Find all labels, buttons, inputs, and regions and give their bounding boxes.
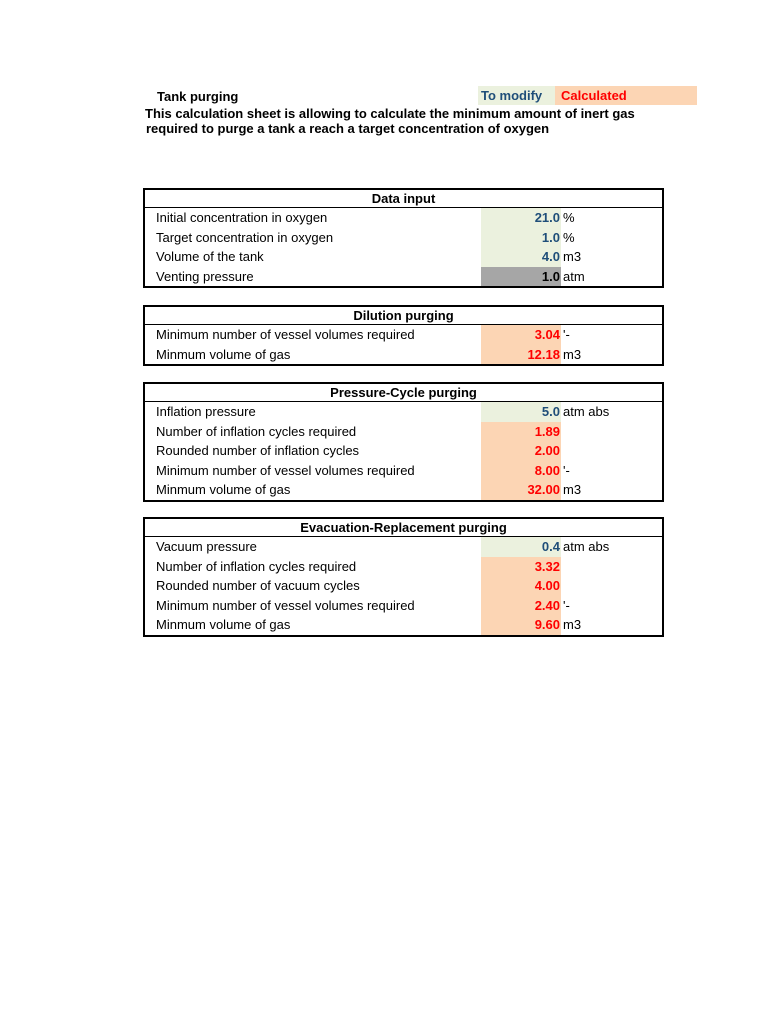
- table-row: [145, 208, 662, 228]
- row-unit: m3: [563, 346, 582, 362]
- section-title: Dilution purging: [145, 307, 662, 325]
- table-row: [145, 325, 662, 345]
- table-row: [145, 480, 662, 500]
- row-unit: m3: [563, 249, 582, 264]
- row-unit: m3: [563, 482, 582, 497]
- row-label: Rounded number of vacuum cycles: [156, 578, 360, 593]
- calculated-value: 8.00: [481, 461, 561, 481]
- section-title: Data input: [145, 190, 662, 208]
- calculated-value: 2.40: [481, 596, 561, 616]
- row-unit: atm abs: [563, 539, 610, 554]
- table-row: [145, 461, 662, 481]
- table-row: [145, 537, 662, 557]
- venting-pressure-value: 1.0: [481, 267, 561, 287]
- calculated-value: 4.00: [481, 576, 561, 596]
- description: [145, 106, 645, 136]
- row-label: Rounded number of inflation cycles: [156, 443, 360, 458]
- row-unit: atm: [563, 268, 585, 284]
- table-row: [145, 345, 662, 365]
- row-unit: '-: [563, 462, 570, 478]
- row-unit: '-: [563, 597, 570, 613]
- target-oxygen-input[interactable]: 1.0: [481, 228, 561, 248]
- vacuum-pressure-input[interactable]: 0.4: [481, 537, 561, 557]
- row-label: Inflation pressure: [156, 404, 256, 419]
- calculated-value: 3.04: [481, 325, 561, 345]
- description-line-2: required to purge a tank a reach a target concentration of oxygen: [146, 121, 550, 136]
- calculated-value: 32.00: [481, 480, 561, 500]
- row-label: Minimum number of vessel volumes required: [156, 462, 415, 478]
- table-row: [145, 422, 662, 442]
- legend-calculated: Calculated: [555, 86, 697, 105]
- table-row: [145, 228, 662, 248]
- calculated-value: 9.60: [481, 615, 561, 635]
- description-line-1: This calculation sheet is allowing to calculate the minimum amount of inert gas: [145, 106, 635, 121]
- calculated-value: 12.18: [481, 345, 561, 365]
- row-label: Minimum number of vessel volumes required: [156, 597, 415, 613]
- row-label: Number of inflation cycles required: [156, 423, 357, 439]
- legend: [478, 86, 697, 105]
- inflation-pressure-input[interactable]: 5.0: [481, 402, 561, 422]
- table-row: [145, 402, 662, 422]
- row-unit: atm abs: [563, 404, 610, 419]
- table-row: [145, 596, 662, 616]
- legend-to-modify: To modify: [478, 86, 555, 105]
- row-label: Minmum volume of gas: [156, 617, 291, 632]
- calculated-value: 1.89: [481, 422, 561, 442]
- section-title: Evacuation-Replacement purging: [145, 519, 662, 537]
- pressure-cycle-section: [143, 382, 664, 502]
- row-label: Initial concentration in oxygen: [156, 210, 328, 225]
- row-label: Venting pressure: [156, 268, 254, 284]
- row-label: Target concentration in oxygen: [156, 229, 334, 245]
- calculated-value: 2.00: [481, 441, 561, 461]
- row-unit: '-: [563, 327, 570, 342]
- calculated-value: 3.32: [481, 557, 561, 577]
- row-label: Vacuum pressure: [156, 539, 257, 554]
- tank-volume-input[interactable]: 4.0: [481, 247, 561, 267]
- row-label: Number of inflation cycles required: [156, 558, 357, 574]
- initial-oxygen-input[interactable]: 21.0: [481, 208, 561, 228]
- row-label: Minmum volume of gas: [156, 346, 291, 362]
- table-row: [145, 247, 662, 267]
- table-row: [145, 267, 662, 287]
- table-row: [145, 615, 662, 635]
- row-unit: %: [563, 210, 575, 225]
- data-input-section: [143, 188, 664, 288]
- evacuation-replacement-section: [143, 517, 664, 637]
- table-row: [145, 441, 662, 461]
- section-title: Pressure-Cycle purging: [145, 384, 662, 402]
- row-label: Minimum number of vessel volumes required: [156, 327, 415, 342]
- table-row: [145, 576, 662, 596]
- row-unit: %: [563, 229, 575, 245]
- dilution-purging-section: [143, 305, 664, 366]
- row-label: Minmum volume of gas: [156, 482, 291, 497]
- row-unit: m3: [563, 617, 582, 632]
- table-row: [145, 557, 662, 577]
- sheet-title: Tank purging: [157, 89, 239, 104]
- row-label: Volume of the tank: [156, 249, 264, 264]
